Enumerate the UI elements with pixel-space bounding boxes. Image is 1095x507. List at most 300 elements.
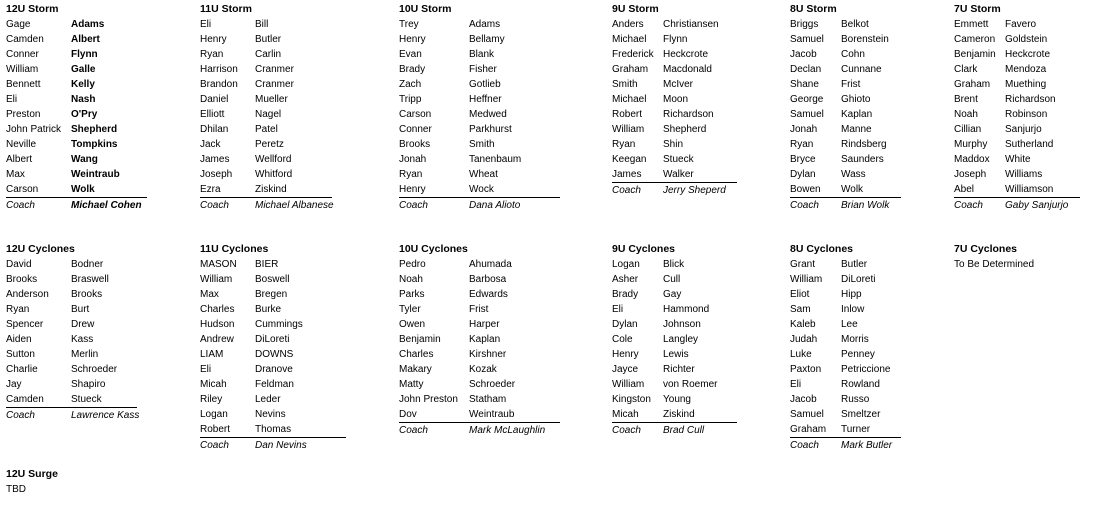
player-last-name: Medwed	[469, 109, 507, 120]
player-last-name: Wheat	[469, 169, 498, 180]
player-row	[790, 32, 901, 47]
player-row	[612, 62, 737, 77]
player-first-name: Elliott	[200, 109, 225, 120]
player-row	[6, 32, 147, 47]
player-last-name: Heckcrote	[1005, 49, 1051, 60]
player-last-name: Schroeder	[469, 379, 516, 390]
player-row	[399, 122, 560, 137]
coach-name: Brian Wolk	[841, 200, 890, 211]
player-row	[200, 422, 346, 437]
player-first-name: Samuel	[790, 34, 824, 45]
player-first-name: Henry	[612, 349, 639, 360]
player-last-name: Kirshner	[469, 349, 507, 360]
player-first-name: Charles	[399, 349, 434, 360]
player-first-name: Anders	[612, 19, 644, 30]
player-row	[6, 47, 147, 62]
player-row	[200, 62, 332, 77]
player-first-name: Robert	[612, 109, 643, 120]
coach-name: Mark Butler	[841, 440, 893, 451]
coach-row	[399, 197, 560, 213]
coach-name: Michael Albanese	[255, 200, 334, 211]
player-row	[399, 17, 560, 32]
player-last-name: Brooks	[71, 289, 103, 300]
player-row	[200, 167, 332, 182]
coach-name: Jerry Sheperd	[663, 185, 726, 196]
player-row	[790, 62, 901, 77]
player-last-name: Kaplan	[841, 109, 873, 120]
player-last-name: Russo	[841, 394, 870, 405]
team-title: 8U Storm	[790, 3, 837, 15]
player-row	[612, 317, 737, 332]
player-last-name: Nash	[71, 94, 96, 105]
player-row	[612, 287, 737, 302]
player-last-name: Drew	[71, 319, 95, 330]
player-first-name: Joseph	[954, 169, 987, 180]
player-last-name: BIER	[255, 259, 279, 270]
player-last-name: Adams	[469, 19, 501, 30]
player-row	[399, 182, 560, 197]
player-last-name: Thomas	[255, 424, 292, 435]
player-first-name: Keegan	[612, 154, 647, 165]
player-row	[399, 362, 560, 377]
player-last-name: Turner	[841, 424, 871, 435]
player-row	[790, 137, 901, 152]
player-first-name: Parks	[399, 289, 425, 300]
player-row	[399, 347, 560, 362]
coach-label: Coach	[399, 425, 428, 436]
player-last-name: White	[1005, 154, 1031, 165]
player-first-name: Maddox	[954, 154, 990, 165]
coach-row	[6, 197, 147, 213]
player-first-name: Evan	[399, 49, 422, 60]
player-first-name: Owen	[399, 319, 426, 330]
player-first-name: Logan	[200, 409, 228, 420]
coach-label: Coach	[612, 425, 641, 436]
player-first-name: Micah	[612, 409, 639, 420]
player-last-name: Richter	[663, 364, 695, 375]
player-last-name: Cummings	[255, 319, 303, 330]
team-title: 9U Storm	[612, 3, 659, 15]
player-last-name: Weintraub	[71, 169, 120, 180]
player-row	[612, 362, 737, 377]
team-10u-cyclones	[399, 242, 560, 438]
player-first-name: George	[790, 94, 824, 105]
player-first-name: Clark	[954, 64, 978, 75]
player-row	[612, 77, 737, 92]
team-title: 11U Cyclones	[200, 243, 269, 255]
player-row	[399, 317, 560, 332]
player-row	[6, 107, 147, 122]
player-first-name: Jacob	[790, 394, 817, 405]
team-12u-cyclones	[6, 242, 140, 423]
team-title: 8U Cyclones	[790, 243, 854, 255]
player-first-name: Smith	[612, 79, 638, 90]
player-last-name: Barbosa	[469, 274, 507, 285]
player-row	[200, 257, 346, 272]
player-row	[399, 47, 560, 62]
player-row	[612, 122, 737, 137]
player-first-name: Brooks	[399, 139, 431, 150]
player-row	[6, 17, 147, 32]
team-title: 9U Cyclones	[612, 243, 676, 255]
player-last-name: Ziskind	[663, 409, 695, 420]
player-last-name: Wellford	[255, 154, 292, 165]
player-last-name: Walker	[663, 169, 694, 180]
team-title: 10U Storm	[399, 3, 452, 15]
player-last-name: Ahumada	[469, 259, 512, 270]
player-row	[6, 317, 137, 332]
player-first-name: Henry	[399, 34, 426, 45]
player-first-name: Riley	[200, 394, 223, 405]
player-last-name: Lewis	[663, 349, 689, 360]
player-last-name: Rowland	[841, 379, 880, 390]
player-row	[790, 152, 901, 167]
player-first-name: Daniel	[200, 94, 229, 105]
player-last-name: Weintraub	[469, 409, 515, 420]
player-last-name: Fisher	[469, 64, 497, 75]
player-first-name: Eli	[200, 19, 212, 30]
player-row	[954, 47, 1080, 62]
player-row	[399, 302, 560, 317]
player-first-name: Makary	[399, 364, 432, 375]
player-first-name: Camden	[6, 394, 44, 405]
player-first-name: Bowen	[790, 184, 821, 195]
player-first-name: Eli	[6, 94, 18, 105]
player-first-name: Brady	[399, 64, 426, 75]
player-row	[200, 332, 346, 347]
player-last-name: Nevins	[255, 409, 286, 420]
coach-row	[612, 182, 737, 198]
player-first-name: Kaleb	[790, 319, 816, 330]
coach-label: Coach	[790, 440, 819, 451]
player-first-name: Harrison	[200, 64, 238, 75]
player-first-name: Abel	[954, 184, 975, 195]
player-first-name: Bryce	[790, 154, 816, 165]
player-last-name: Petriccione	[841, 364, 891, 375]
team-title: 12U Surge	[6, 468, 58, 480]
player-first-name: William	[790, 274, 823, 285]
player-last-name: Cunnane	[841, 64, 882, 75]
coach-name: Michael Cohen	[71, 200, 142, 211]
team-8u-storm	[790, 2, 901, 213]
coach-label: Coach	[6, 200, 35, 211]
player-first-name: Brent	[954, 94, 978, 105]
player-row	[200, 407, 346, 422]
player-row	[790, 107, 901, 122]
player-first-name: Dov	[399, 409, 417, 420]
player-row	[612, 377, 737, 392]
player-first-name: Sutton	[6, 349, 35, 360]
player-last-name: Boswell	[255, 274, 290, 285]
player-row	[399, 377, 560, 392]
player-last-name: Heckcrote	[663, 49, 709, 60]
player-last-name: Frist	[469, 304, 489, 315]
player-first-name: William	[612, 379, 645, 390]
player-first-name: Jonah	[399, 154, 427, 165]
player-row	[790, 182, 901, 197]
player-row	[6, 92, 147, 107]
player-last-name: Belkot	[841, 19, 869, 30]
player-first-name: Cameron	[954, 34, 996, 45]
player-last-name: Adams	[71, 19, 105, 30]
team-8u-cyclones	[790, 242, 901, 453]
player-last-name: Richardson	[663, 109, 714, 120]
player-last-name: Butler	[255, 34, 282, 45]
player-last-name: Mueller	[255, 94, 288, 105]
player-first-name: Carson	[399, 109, 432, 120]
player-first-name: Carson	[6, 184, 39, 195]
coach-name: Brad Cull	[663, 425, 705, 436]
player-last-name: Hammond	[663, 304, 710, 315]
player-row	[200, 362, 346, 377]
player-last-name: Parkhurst	[469, 124, 512, 135]
player-row	[612, 302, 737, 317]
player-row	[790, 167, 901, 182]
player-last-name: Wolk	[841, 184, 864, 195]
coach-row	[612, 422, 737, 438]
player-row	[790, 287, 901, 302]
player-last-name: Young	[663, 394, 691, 405]
player-last-name: Lee	[841, 319, 858, 330]
player-first-name: Dhilan	[200, 124, 229, 135]
player-first-name: Paxton	[790, 364, 822, 375]
player-last-name: Johnson	[663, 319, 701, 330]
player-last-name: Flynn	[71, 49, 98, 60]
player-last-name: Bellamy	[469, 34, 505, 45]
player-row	[399, 392, 560, 407]
player-last-name: Williams	[1005, 169, 1043, 180]
team-note: To Be Determined	[954, 259, 1035, 270]
player-row	[612, 332, 737, 347]
player-first-name: Pedro	[399, 259, 426, 270]
player-last-name: Stueck	[663, 154, 694, 165]
player-last-name: Blick	[663, 259, 685, 270]
player-last-name: Morris	[841, 334, 869, 345]
player-last-name: Carlin	[255, 49, 282, 60]
player-row	[954, 17, 1080, 32]
coach-label: Coach	[954, 200, 983, 211]
player-last-name: Burt	[71, 304, 90, 315]
player-last-name: von Roemer	[663, 379, 718, 390]
player-row	[200, 32, 332, 47]
coach-label: Coach	[612, 185, 641, 196]
player-last-name: Favero	[1005, 19, 1037, 30]
player-last-name: Stueck	[71, 394, 102, 405]
player-row	[612, 407, 737, 422]
player-first-name: Asher	[612, 274, 639, 285]
player-last-name: Whitford	[255, 169, 293, 180]
player-row	[200, 272, 346, 287]
player-first-name: Michael	[612, 34, 647, 45]
player-row	[200, 392, 346, 407]
player-first-name: Conner	[6, 49, 39, 60]
player-first-name: Hudson	[200, 319, 235, 330]
player-last-name: Ziskind	[255, 184, 287, 195]
coach-name: Mark McLaughlin	[469, 425, 546, 436]
player-last-name: Moon	[663, 94, 689, 105]
player-first-name: Andrew	[200, 334, 234, 345]
coach-label: Coach	[200, 440, 229, 451]
team-9u-cyclones	[612, 242, 737, 438]
player-first-name: Gage	[6, 19, 31, 30]
player-last-name: Williamson	[1005, 184, 1054, 195]
player-last-name: Wock	[469, 184, 494, 195]
player-first-name: Kingston	[612, 394, 651, 405]
player-last-name: Saunders	[841, 154, 884, 165]
team-11u-cyclones	[200, 242, 346, 453]
player-last-name: Cranmer	[255, 64, 294, 75]
player-last-name: Gay	[663, 289, 682, 300]
player-first-name: Matty	[399, 379, 424, 390]
player-row	[790, 332, 901, 347]
player-first-name: Benjamin	[399, 334, 441, 345]
player-first-name: Ryan	[200, 49, 224, 60]
player-row	[6, 347, 137, 362]
player-first-name: Tripp	[399, 94, 422, 105]
player-last-name: Merlin	[71, 349, 99, 360]
player-row	[200, 92, 332, 107]
player-row	[399, 77, 560, 92]
player-first-name: Henry	[399, 184, 426, 195]
player-row	[612, 347, 737, 362]
player-row	[6, 377, 137, 392]
player-row	[790, 302, 901, 317]
player-last-name: Heffner	[469, 94, 502, 105]
player-first-name: Declan	[790, 64, 822, 75]
player-last-name: Albert	[71, 34, 100, 45]
player-row	[6, 302, 137, 317]
player-first-name: Logan	[612, 259, 640, 270]
player-row	[790, 17, 901, 32]
player-last-name: Macdonald	[663, 64, 712, 75]
coach-name: Dana Alioto	[469, 200, 521, 211]
player-first-name: William	[612, 124, 645, 135]
player-row	[200, 122, 332, 137]
player-last-name: Frist	[841, 79, 861, 90]
player-last-name: Schroeder	[71, 364, 118, 375]
player-last-name: Tompkins	[71, 139, 118, 150]
player-last-name: Galle	[71, 64, 96, 75]
player-row	[954, 152, 1080, 167]
player-first-name: Conner	[399, 124, 432, 135]
team-11u-storm	[200, 2, 332, 213]
player-row	[399, 287, 560, 302]
player-row	[790, 407, 901, 422]
player-first-name: Jayce	[612, 364, 639, 375]
team-9u-storm	[612, 2, 737, 198]
player-last-name: Muething	[1005, 79, 1047, 90]
player-last-name: Wang	[71, 154, 98, 165]
player-row	[612, 107, 737, 122]
player-row	[6, 257, 137, 272]
player-row	[399, 32, 560, 47]
player-first-name: Charles	[200, 304, 235, 315]
player-first-name: Anderson	[6, 289, 49, 300]
player-first-name: Robert	[200, 424, 231, 435]
player-first-name: Eliot	[790, 289, 810, 300]
team-7u-storm	[954, 2, 1080, 213]
player-last-name: Dranove	[255, 364, 293, 375]
player-row	[6, 137, 147, 152]
coach-label: Coach	[6, 410, 35, 421]
player-last-name: Leder	[255, 394, 281, 405]
player-last-name: Ghioto	[841, 94, 871, 105]
player-first-name: Jonah	[790, 124, 818, 135]
player-last-name: Hipp	[841, 289, 862, 300]
coach-label: Coach	[200, 200, 229, 211]
player-first-name: Graham	[954, 79, 991, 90]
player-first-name: Murphy	[954, 139, 988, 150]
player-row	[6, 362, 137, 377]
player-last-name: Smith	[469, 139, 495, 150]
team-10u-storm	[399, 2, 560, 213]
player-row	[612, 152, 737, 167]
player-row	[954, 122, 1080, 137]
player-last-name: Cohn	[841, 49, 865, 60]
player-last-name: Kass	[71, 334, 94, 345]
team-title: 10U Cyclones	[399, 243, 468, 255]
player-first-name: William	[200, 274, 233, 285]
player-first-name: Emmett	[954, 19, 989, 30]
player-first-name: Ryan	[612, 139, 636, 150]
player-first-name: LIAM	[200, 349, 224, 360]
player-row	[790, 272, 901, 287]
player-last-name: Statham	[469, 394, 507, 405]
player-last-name: Flynn	[663, 34, 688, 45]
player-row	[790, 392, 901, 407]
player-row	[790, 92, 901, 107]
player-row	[790, 362, 901, 377]
player-row	[612, 137, 737, 152]
player-row	[790, 347, 901, 362]
player-last-name: Mendoza	[1005, 64, 1047, 75]
player-first-name: Ezra	[200, 184, 221, 195]
player-last-name: Goldstein	[1005, 34, 1048, 45]
coach-row	[790, 437, 901, 453]
player-last-name: Langley	[663, 334, 699, 345]
player-first-name: Eli	[200, 364, 212, 375]
coach-name: Lawrence Kass	[71, 410, 140, 421]
player-first-name: Ryan	[399, 169, 423, 180]
player-last-name: Bodner	[71, 259, 104, 270]
player-row	[954, 77, 1080, 92]
player-row	[200, 137, 332, 152]
player-first-name: Tyler	[399, 304, 421, 315]
player-last-name: McIver	[663, 79, 693, 90]
player-first-name: Benjamin	[954, 49, 996, 60]
player-row	[6, 167, 147, 182]
player-last-name: Kozak	[469, 364, 497, 375]
player-first-name: Samuel	[790, 409, 824, 420]
team-title: 7U Cyclones	[954, 243, 1018, 255]
player-first-name: Samuel	[790, 109, 824, 120]
player-last-name: Penney	[841, 349, 875, 360]
player-row	[612, 272, 737, 287]
player-last-name: Gotlieb	[469, 79, 501, 90]
player-last-name: Shepherd	[663, 124, 707, 135]
player-row	[6, 77, 147, 92]
player-first-name: Cole	[612, 334, 633, 345]
player-row	[399, 332, 560, 347]
player-last-name: Robinson	[1005, 109, 1048, 120]
player-first-name: Brooks	[6, 274, 38, 285]
player-first-name: John Preston	[399, 394, 458, 405]
player-row	[6, 122, 147, 137]
player-row	[6, 272, 137, 287]
player-first-name: Preston	[6, 109, 41, 120]
player-row	[200, 17, 332, 32]
player-row	[399, 107, 560, 122]
